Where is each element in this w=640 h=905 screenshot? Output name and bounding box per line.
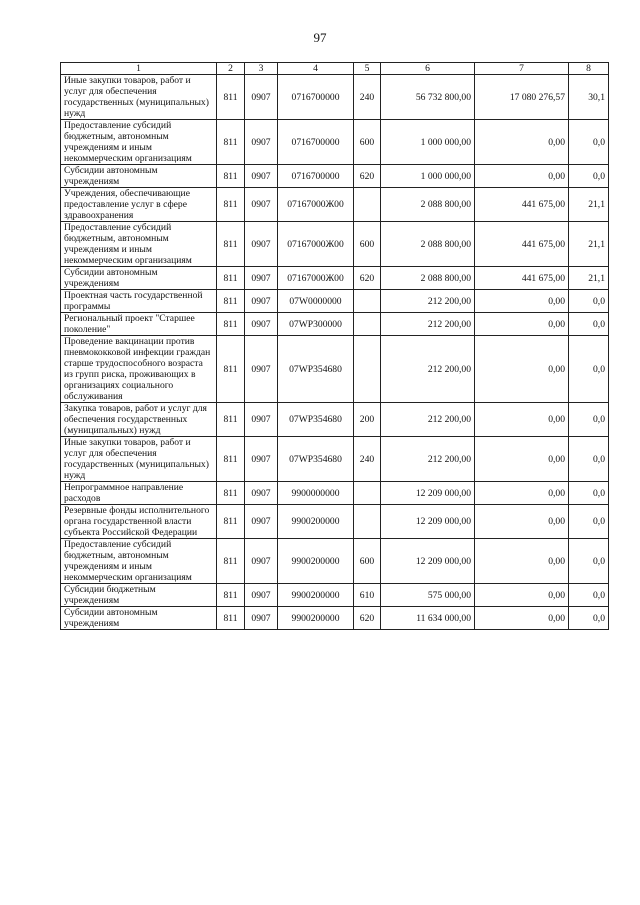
row-target-code: 07W0000000	[278, 290, 354, 313]
row-percent: 0,0	[569, 437, 609, 482]
row-target-code: 0716700000	[278, 75, 354, 120]
table-row	[61, 505, 609, 539]
row-percent: 30,1	[569, 75, 609, 120]
row-executed-amount: 0,00	[475, 403, 569, 437]
row-department: 811	[217, 437, 245, 482]
row-description: Предоставление субсидий бюджетным, автономным учреждениям и иным некоммерческим организациям	[61, 539, 217, 584]
row-executed-amount: 441 675,00	[475, 188, 569, 222]
row-target-code: 9900200000	[278, 584, 354, 607]
column-header: 3	[245, 63, 278, 75]
row-target-code: 07WP354680	[278, 336, 354, 403]
row-department: 811	[217, 607, 245, 630]
row-percent: 0,0	[569, 165, 609, 188]
row-plan-amount: 12 209 000,00	[381, 505, 475, 539]
page-number: 97	[313, 30, 327, 45]
row-expense-type: 240	[354, 437, 381, 482]
table-row	[61, 403, 609, 437]
row-section: 0907	[245, 336, 278, 403]
row-percent: 0,0	[569, 539, 609, 584]
row-department: 811	[217, 222, 245, 267]
row-department: 811	[217, 403, 245, 437]
row-description: Субсидии автономным учреждениям	[61, 267, 217, 290]
row-section: 0907	[245, 75, 278, 120]
table-row	[61, 165, 609, 188]
row-percent: 0,0	[569, 482, 609, 505]
table-row	[61, 539, 609, 584]
row-plan-amount: 2 088 800,00	[381, 222, 475, 267]
row-section: 0907	[245, 222, 278, 267]
row-section: 0907	[245, 437, 278, 482]
column-header: 6	[381, 63, 475, 75]
table-row	[61, 482, 609, 505]
row-target-code: 0716700000	[278, 165, 354, 188]
row-executed-amount: 0,00	[475, 120, 569, 165]
row-department: 811	[217, 290, 245, 313]
row-description: Субсидии бюджетным учреждениям	[61, 584, 217, 607]
row-percent: 0,0	[569, 120, 609, 165]
row-percent: 21,1	[569, 267, 609, 290]
row-description: Региональный проект "Старшее поколение"	[61, 313, 217, 336]
row-percent: 0,0	[569, 313, 609, 336]
table-row	[61, 75, 609, 120]
row-section: 0907	[245, 290, 278, 313]
row-executed-amount: 0,00	[475, 336, 569, 403]
row-plan-amount: 212 200,00	[381, 403, 475, 437]
row-expense-type	[354, 482, 381, 505]
row-section: 0907	[245, 584, 278, 607]
budget-table	[60, 62, 609, 630]
table-row	[61, 120, 609, 165]
row-expense-type: 620	[354, 267, 381, 290]
row-expense-type	[354, 188, 381, 222]
row-expense-type	[354, 336, 381, 403]
row-section: 0907	[245, 267, 278, 290]
row-section: 0907	[245, 120, 278, 165]
row-expense-type: 600	[354, 120, 381, 165]
row-executed-amount: 0,00	[475, 290, 569, 313]
row-percent: 21,1	[569, 222, 609, 267]
row-expense-type: 600	[354, 222, 381, 267]
row-description: Субсидии автономным учреждениям	[61, 607, 217, 630]
row-department: 811	[217, 313, 245, 336]
column-header: 7	[475, 63, 569, 75]
row-expense-type	[354, 313, 381, 336]
row-plan-amount: 1 000 000,00	[381, 165, 475, 188]
row-plan-amount: 12 209 000,00	[381, 482, 475, 505]
row-section: 0907	[245, 165, 278, 188]
row-department: 811	[217, 336, 245, 403]
row-description: Резервные фонды исполнительного органа государственной власти субъекта Российской Федерации	[61, 505, 217, 539]
column-header: 2	[217, 63, 245, 75]
table-row	[61, 607, 609, 630]
row-plan-amount: 56 732 800,00	[381, 75, 475, 120]
row-executed-amount: 441 675,00	[475, 222, 569, 267]
row-executed-amount: 0,00	[475, 437, 569, 482]
row-target-code: 07167000Ж00	[278, 222, 354, 267]
row-section: 0907	[245, 539, 278, 584]
row-department: 811	[217, 165, 245, 188]
row-plan-amount: 212 200,00	[381, 313, 475, 336]
table-row	[61, 336, 609, 403]
row-section: 0907	[245, 188, 278, 222]
row-description: Предоставление субсидий бюджетным, автономным учреждениям и иным некоммерческим организациям	[61, 222, 217, 267]
row-percent: 21,1	[569, 188, 609, 222]
row-department: 811	[217, 482, 245, 505]
row-description: Закупка товаров, работ и услуг для обеспечения государственных (муниципальных) нужд	[61, 403, 217, 437]
row-target-code: 9900200000	[278, 607, 354, 630]
row-description: Иные закупки товаров, работ и услуг для обеспечения государственных (муниципальных) нужд	[61, 437, 217, 482]
row-plan-amount: 2 088 800,00	[381, 188, 475, 222]
row-target-code: 07167000Ж00	[278, 188, 354, 222]
row-description: Субсидии автономным учреждениям	[61, 165, 217, 188]
row-target-code: 07167000Ж00	[278, 267, 354, 290]
table-row	[61, 267, 609, 290]
row-plan-amount: 1 000 000,00	[381, 120, 475, 165]
row-executed-amount: 441 675,00	[475, 267, 569, 290]
row-target-code: 07WP354680	[278, 437, 354, 482]
row-executed-amount: 0,00	[475, 584, 569, 607]
row-department: 811	[217, 120, 245, 165]
row-description: Предоставление субсидий бюджетным, автономным учреждениям и иным некоммерческим организациям	[61, 120, 217, 165]
row-description: Проведение вакцинации против пневмококковой инфекции граждан старше трудоспособного возраста из групп риска, проживающих в организациях социального обслуживания	[61, 336, 217, 403]
row-plan-amount: 12 209 000,00	[381, 539, 475, 584]
row-description: Проектная часть государственной программы	[61, 290, 217, 313]
row-executed-amount: 0,00	[475, 313, 569, 336]
row-section: 0907	[245, 607, 278, 630]
row-expense-type	[354, 505, 381, 539]
row-plan-amount: 212 200,00	[381, 290, 475, 313]
row-plan-amount: 2 088 800,00	[381, 267, 475, 290]
row-expense-type: 600	[354, 539, 381, 584]
row-executed-amount: 0,00	[475, 482, 569, 505]
row-section: 0907	[245, 313, 278, 336]
row-section: 0907	[245, 403, 278, 437]
row-percent: 0,0	[569, 505, 609, 539]
row-percent: 0,0	[569, 403, 609, 437]
table-row	[61, 222, 609, 267]
row-target-code: 0716700000	[278, 120, 354, 165]
row-expense-type: 200	[354, 403, 381, 437]
row-target-code: 9900000000	[278, 482, 354, 505]
row-percent: 0,0	[569, 607, 609, 630]
row-description: Учреждения, обеспечивающие предоставление услуг в сфере здравоохранения	[61, 188, 217, 222]
table-row	[61, 584, 609, 607]
row-section: 0907	[245, 505, 278, 539]
row-section: 0907	[245, 482, 278, 505]
row-percent: 0,0	[569, 290, 609, 313]
row-executed-amount: 17 080 276,57	[475, 75, 569, 120]
row-expense-type: 610	[354, 584, 381, 607]
row-plan-amount: 575 000,00	[381, 584, 475, 607]
row-plan-amount: 212 200,00	[381, 437, 475, 482]
row-expense-type	[354, 290, 381, 313]
row-target-code: 9900200000	[278, 505, 354, 539]
row-description: Непрограммное направление расходов	[61, 482, 217, 505]
row-target-code: 9900200000	[278, 539, 354, 584]
table-row	[61, 437, 609, 482]
header-row	[61, 63, 609, 75]
row-target-code: 07WP300000	[278, 313, 354, 336]
row-target-code: 07WP354680	[278, 403, 354, 437]
row-plan-amount: 11 634 000,00	[381, 607, 475, 630]
row-description: Иные закупки товаров, работ и услуг для обеспечения государственных (муниципальных) нужд	[61, 75, 217, 120]
row-percent: 0,0	[569, 584, 609, 607]
table-row	[61, 290, 609, 313]
row-executed-amount: 0,00	[475, 539, 569, 584]
row-department: 811	[217, 539, 245, 584]
row-department: 811	[217, 188, 245, 222]
table-row	[61, 313, 609, 336]
row-department: 811	[217, 75, 245, 120]
column-header: 4	[278, 63, 354, 75]
row-expense-type: 620	[354, 607, 381, 630]
row-department: 811	[217, 584, 245, 607]
row-expense-type: 240	[354, 75, 381, 120]
table-row	[61, 188, 609, 222]
column-header: 5	[354, 63, 381, 75]
row-percent: 0,0	[569, 336, 609, 403]
row-executed-amount: 0,00	[475, 165, 569, 188]
column-header: 1	[61, 63, 217, 75]
row-plan-amount: 212 200,00	[381, 336, 475, 403]
row-department: 811	[217, 505, 245, 539]
row-executed-amount: 0,00	[475, 505, 569, 539]
column-header: 8	[569, 63, 609, 75]
row-executed-amount: 0,00	[475, 607, 569, 630]
row-expense-type: 620	[354, 165, 381, 188]
row-department: 811	[217, 267, 245, 290]
